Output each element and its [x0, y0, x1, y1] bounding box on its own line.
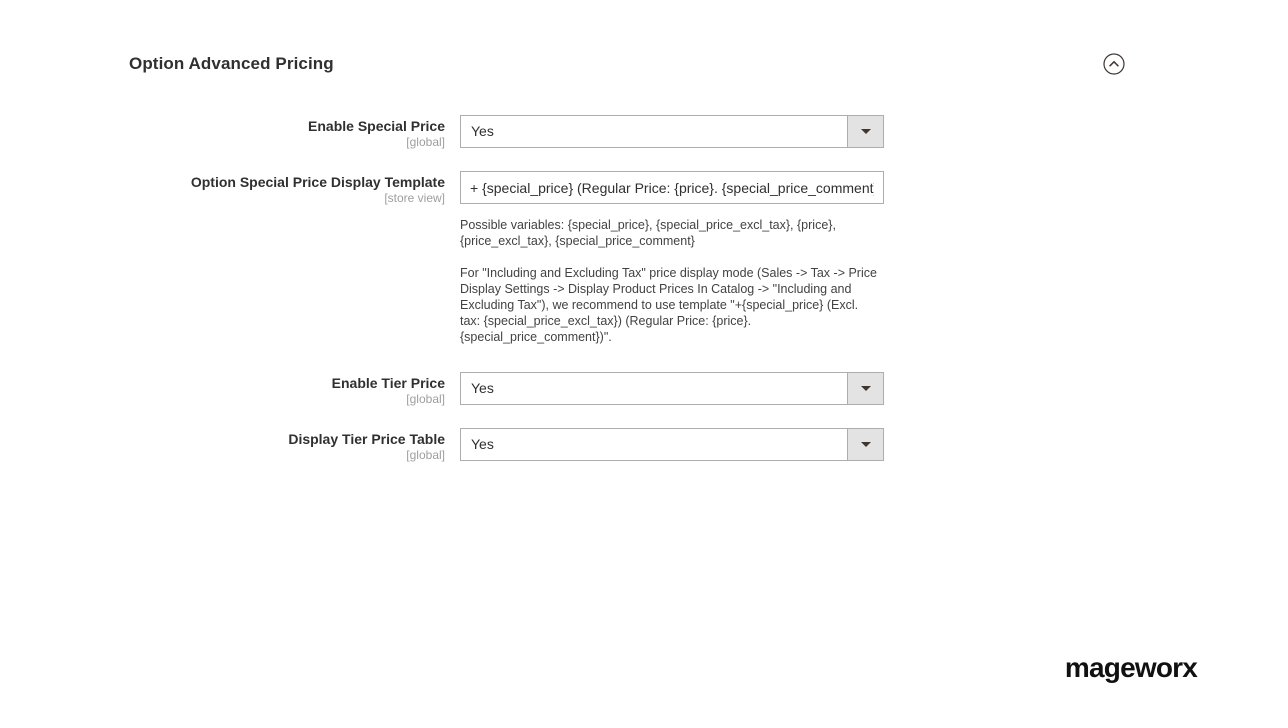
enable-tier-price-label: Enable Tier Price: [331, 375, 445, 391]
field-control-wrap: [460, 372, 884, 405]
chevron-up-icon: [1103, 63, 1125, 78]
field-row-special-price-template: [0, 171, 1288, 345]
collapse-section-button[interactable]: [1103, 53, 1125, 75]
field-label-wrap: [129, 171, 445, 205]
caret-down-icon: [861, 386, 871, 391]
special-price-template-label: Option Special Price Display Template: [190, 174, 445, 190]
field-label-wrap: [129, 372, 445, 406]
scope-badge: [global]: [406, 448, 445, 462]
caret-down-icon: [861, 442, 871, 447]
section-header: [129, 53, 1125, 75]
select-value: Yes: [471, 436, 494, 452]
select-dropdown-button[interactable]: [847, 429, 883, 460]
enable-special-price-select[interactable]: [460, 115, 884, 148]
display-tier-price-table-select[interactable]: [460, 428, 884, 461]
field-row-enable-tier-price: [0, 372, 1288, 406]
field-row-display-tier-price-table: [0, 428, 1288, 462]
enable-special-price-label: Enable Special Price: [308, 118, 445, 134]
enable-tier-price-select[interactable]: [460, 372, 884, 405]
select-dropdown-button[interactable]: [847, 116, 883, 147]
select-value: Yes: [471, 380, 494, 396]
possible-variables-note: Possible variables: {special_price}, {special_price_excl_tax}, {price}, {price_excl_tax}, {special_price_comment}: [460, 218, 836, 248]
select-dropdown-button[interactable]: [847, 373, 883, 404]
field-control-wrap: [460, 171, 884, 345]
scope-badge: [store view]: [384, 191, 445, 205]
advanced-pricing-form: [0, 115, 1288, 462]
field-control-wrap: [460, 115, 884, 148]
scope-badge: [global]: [406, 135, 445, 149]
scope-badge: [global]: [406, 392, 445, 406]
field-row-enable-special-price: [0, 115, 1288, 149]
special-price-template-input[interactable]: [460, 171, 884, 204]
field-label-wrap: [129, 115, 445, 149]
caret-down-icon: [861, 129, 871, 134]
page-title: Option Advanced Pricing: [129, 54, 334, 73]
field-control-wrap: [460, 428, 884, 461]
select-value: Yes: [471, 123, 494, 139]
display-tier-price-table-label: Display Tier Price Table: [288, 431, 445, 447]
field-label-wrap: [129, 428, 445, 462]
tax-mode-recommendation-note: For "Including and Excluding Tax" price display mode (Sales -> Tax -> Price Display Settings -> Display Product Prices In Catalog -> "Including and Excluding Tax"), we recommend to use template "+{special_price} (Excl. tax: {special_price_excl_tax}) (Regular Price: {price}. {special_price_comment})".: [460, 266, 877, 344]
mageworx-logo: mageworx: [1064, 652, 1197, 683]
